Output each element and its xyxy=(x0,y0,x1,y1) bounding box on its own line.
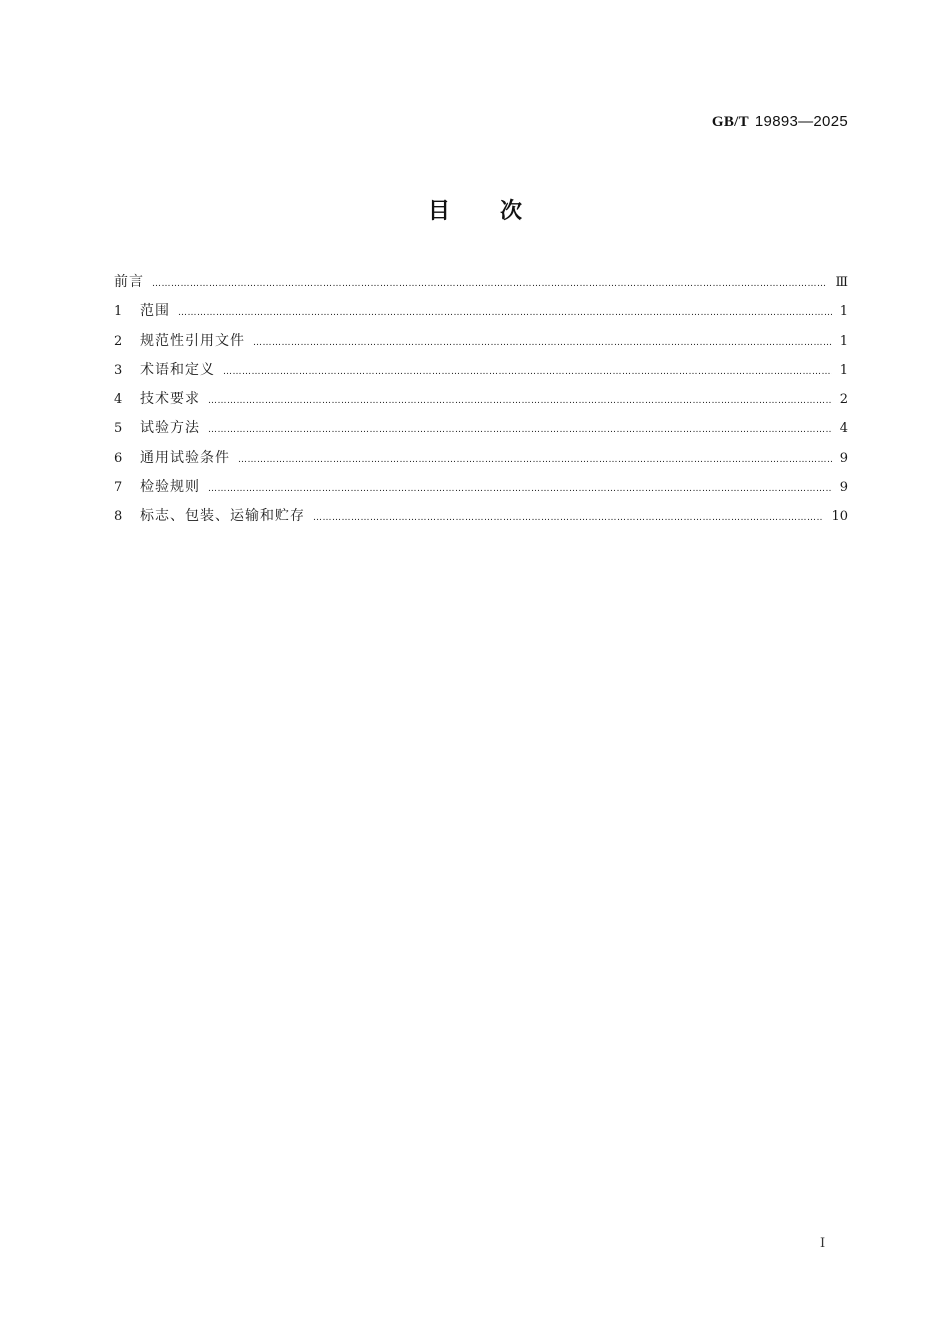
toc-entry-marking-packaging[interactable] xyxy=(114,506,848,535)
page-title: 目次 xyxy=(427,199,572,224)
toc-entry-page: 10 xyxy=(831,509,848,525)
toc-entry-label: 技术要求 xyxy=(140,391,200,408)
dot-leader xyxy=(313,508,823,528)
toc-entry-page: 1 xyxy=(839,333,848,349)
toc-entry-label: 范围 xyxy=(140,303,170,320)
toc-entry-page: 4 xyxy=(839,421,848,437)
standard-code: 19893—2025 xyxy=(754,113,848,130)
toc-entry-inspection-rules[interactable] xyxy=(114,477,848,506)
toc-entry-number: 1 xyxy=(114,304,123,320)
toc-entry-page: 2 xyxy=(839,392,848,408)
toc-entry-scope[interactable] xyxy=(114,301,848,330)
toc-entry-number: 4 xyxy=(114,392,123,408)
toc-entry-page: 1 xyxy=(839,304,848,320)
dot-leader xyxy=(208,391,832,411)
dot-leader xyxy=(253,333,832,353)
toc-entry-number: 8 xyxy=(114,509,123,525)
toc-entry-number: 3 xyxy=(114,362,123,378)
dot-leader xyxy=(178,303,832,323)
toc-entry-foreword[interactable] xyxy=(114,272,848,301)
dot-leader xyxy=(238,450,832,470)
dot-leader xyxy=(208,420,832,440)
toc-entry-label: 规范性引用文件 xyxy=(140,332,245,349)
page-number: Ⅰ xyxy=(820,1236,826,1251)
toc-entry-number: 2 xyxy=(114,333,123,349)
standard-prefix: GB/T xyxy=(711,114,749,130)
toc-entry-page: 9 xyxy=(839,450,848,466)
toc-entry-page: 9 xyxy=(839,480,848,496)
dot-leader xyxy=(223,362,832,382)
toc-entry-test-methods[interactable] xyxy=(114,418,848,447)
toc-entry-page: Ⅲ xyxy=(835,275,848,290)
toc-entry-terms-definitions[interactable] xyxy=(114,360,848,389)
toc-entry-technical-requirements[interactable] xyxy=(114,389,848,418)
toc-entry-label: 术语和定义 xyxy=(140,361,215,378)
dot-leader xyxy=(208,479,832,499)
standard-number xyxy=(712,113,848,131)
toc-entry-label: 标志、包装、运输和贮存 xyxy=(140,508,305,525)
toc-entry-number: 5 xyxy=(114,421,123,437)
toc-entry-label: 前言 xyxy=(114,274,144,290)
toc-entry-label: 检验规则 xyxy=(140,479,200,496)
toc-entry-page: 1 xyxy=(839,362,848,378)
toc-entry-general-test-conditions[interactable] xyxy=(114,448,848,477)
dot-leader xyxy=(152,274,827,294)
toc-entry-normative-references[interactable] xyxy=(114,331,848,360)
toc-entry-label: 试验方法 xyxy=(140,420,200,437)
table-of-contents xyxy=(114,272,848,536)
toc-entry-number: 7 xyxy=(114,480,123,496)
toc-entry-number: 6 xyxy=(114,450,123,466)
toc-entry-label: 通用试验条件 xyxy=(140,449,230,466)
